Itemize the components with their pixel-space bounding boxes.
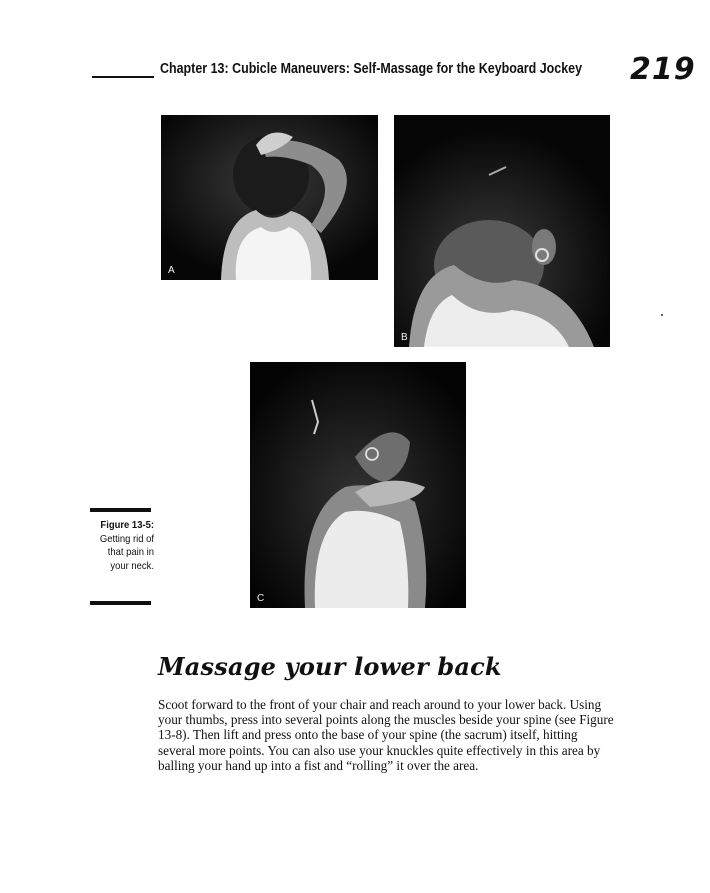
- photo-c-illustration: [250, 362, 466, 608]
- running-header-title: Chapter 13: Cubicle Maneuvers: Self-Massage for the Keyboard Jockey: [160, 61, 583, 77]
- photo-a-illustration: [161, 115, 378, 280]
- figure-caption: [93, 519, 154, 573]
- photo-b-label: B: [401, 332, 408, 343]
- header-rule: [92, 76, 154, 78]
- photo-b-illustration: [394, 115, 610, 347]
- scan-speck: [661, 314, 663, 316]
- photo-c: [250, 362, 466, 608]
- caption-rule-top: [90, 508, 151, 512]
- photo-c-label: C: [257, 593, 265, 604]
- page-number: 219: [630, 52, 696, 87]
- section-heading: Massage your lower back: [158, 652, 502, 681]
- body-paragraph: Scoot forward to the front of your chair and reach around to your lower back. Using your thumbs, press into several points along the muscles beside your spine (see Figure 13-8). Then lift and press onto the base of your spine (the sacrum) itself, hitting several more points. You can also use your knuckles quite effectively in this area by balling your hand up into a fist and “rolling” it over the area.: [158, 697, 614, 773]
- photo-a-label: A: [168, 265, 175, 276]
- photo-b: [394, 115, 610, 347]
- caption-rule-bottom: [90, 601, 151, 605]
- figure-caption-label: Figure 13-5:: [100, 519, 154, 531]
- photo-a: [161, 115, 378, 280]
- figure-caption-text: Getting rid of that pain in your neck.: [99, 532, 154, 572]
